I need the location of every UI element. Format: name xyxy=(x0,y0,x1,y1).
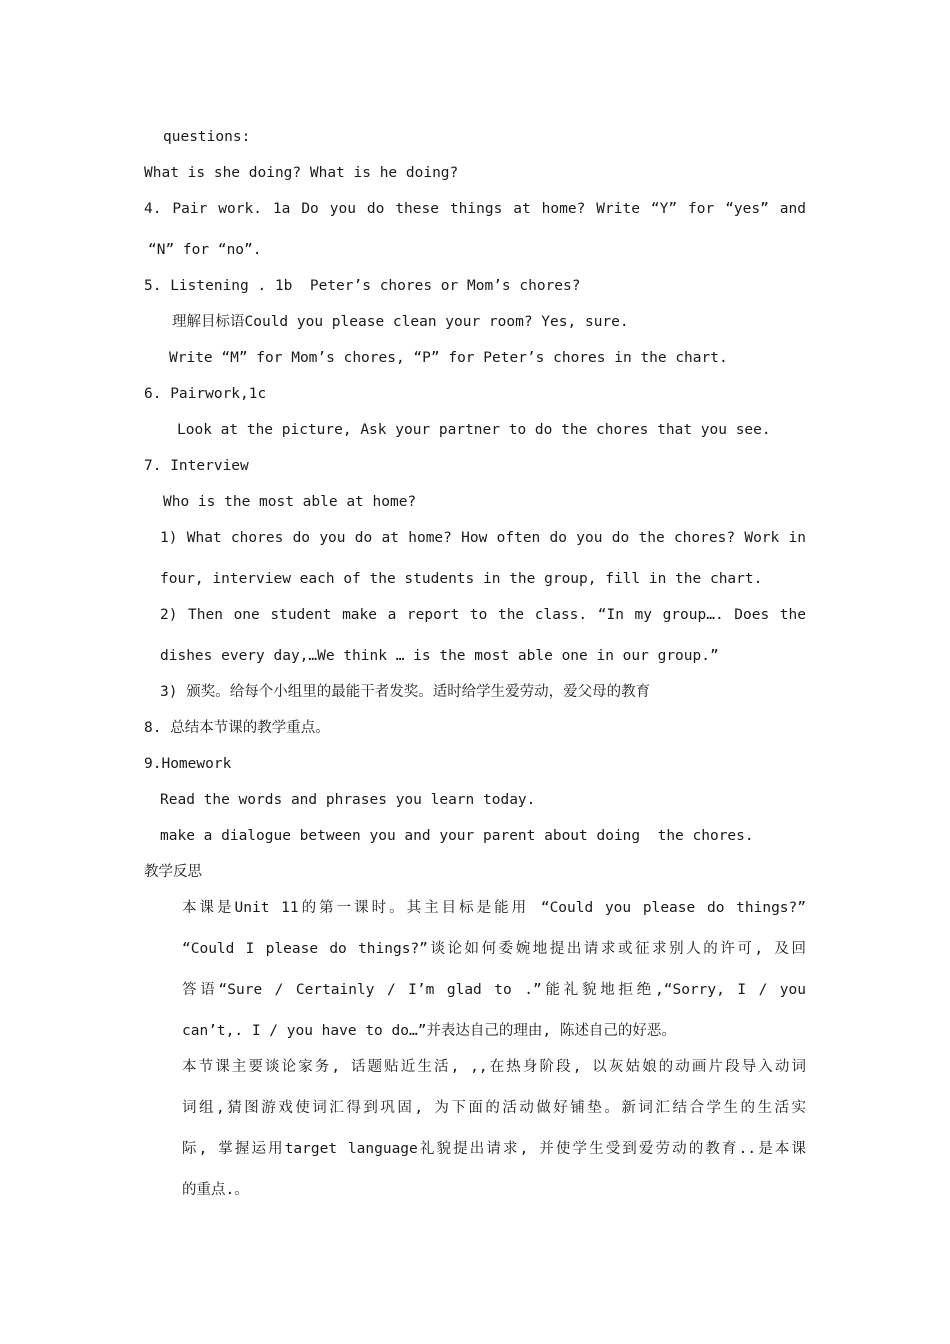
text-line: 理解目标语Could you please clean your room? Yes, sure. xyxy=(172,314,629,330)
text-line: Write “M” for Mom’s chores, “P” for Peter’s chores in the chart. xyxy=(169,350,728,366)
text-line: can’t,. I / you have to do…”并表达自己的理由, 陈述自己的好恶。 xyxy=(182,1023,676,1039)
text-line: 际, 掌握运用target language礼貌提出请求, 并使学生受到爱劳动的教育..是本课 xyxy=(182,1141,806,1157)
text-line: Who is the most able at home? xyxy=(163,494,417,510)
text-line: 2) Then one student make a report to the class. “In my group…. Does the xyxy=(160,607,806,623)
text-line: 5. Listening . 1b Peter’s chores or Mom’s chores? xyxy=(144,278,581,294)
text-line: 本课是Unit 11的第一课时。其主目标是能用 “Could you please do things?” xyxy=(182,900,806,916)
text-line: 答语“Sure / Certainly / I’m glad to .”能礼貌地拒绝,“Sorry, I / you xyxy=(182,982,806,998)
text-line: Look at the picture, Ask your partner to do the chores that you see. xyxy=(177,422,771,438)
text-line: 1) What chores do you do at home? How often do you do the chores? Work in xyxy=(160,530,806,546)
text-line: four, interview each of the students in the group, fill in the chart. xyxy=(160,571,763,587)
text-line: 9.Homework xyxy=(144,756,232,772)
section-heading: 教学反思 xyxy=(144,864,202,880)
text-line: 4. Pair work. 1a Do you do these things at home? Write “Y” for “yes” and xyxy=(144,201,806,217)
text-line: 3) 颁奖。给每个小组里的最能干者发奖。适时给学生爱劳动，爱父母的教育 xyxy=(160,684,651,700)
text-line: 6. Pairwork,1c xyxy=(144,386,267,402)
text-line: 词组,猜图游戏使词汇得到巩固, 为下面的活动做好铺垫。新词汇结合学生的生活实 xyxy=(182,1100,806,1116)
text-line: dishes every day,…We think … is the most able one in our group.” xyxy=(160,648,719,664)
text-line: make a dialogue between you and your parent about doing the chores. xyxy=(160,828,754,844)
text-line: Read the words and phrases you learn today. xyxy=(160,792,536,808)
text-line: questions: xyxy=(163,129,251,145)
text-line: What is she doing? What is he doing? xyxy=(144,165,459,181)
text-line: 本节课主要谈论家务, 话题贴近生活, ,,在热身阶段, 以灰姑娘的动画片段导入动词 xyxy=(182,1059,806,1075)
text-line: 7. Interview xyxy=(144,458,249,474)
text-line: “Could I please do things?”谈论如何委婉地提出请求或征求别人的许可, 及回 xyxy=(182,941,806,957)
text-line: “N” for “no”. xyxy=(148,242,262,258)
text-line: 的重点.。 xyxy=(182,1182,249,1198)
text-line: 8. 总结本节课的教学重点。 xyxy=(144,720,330,736)
